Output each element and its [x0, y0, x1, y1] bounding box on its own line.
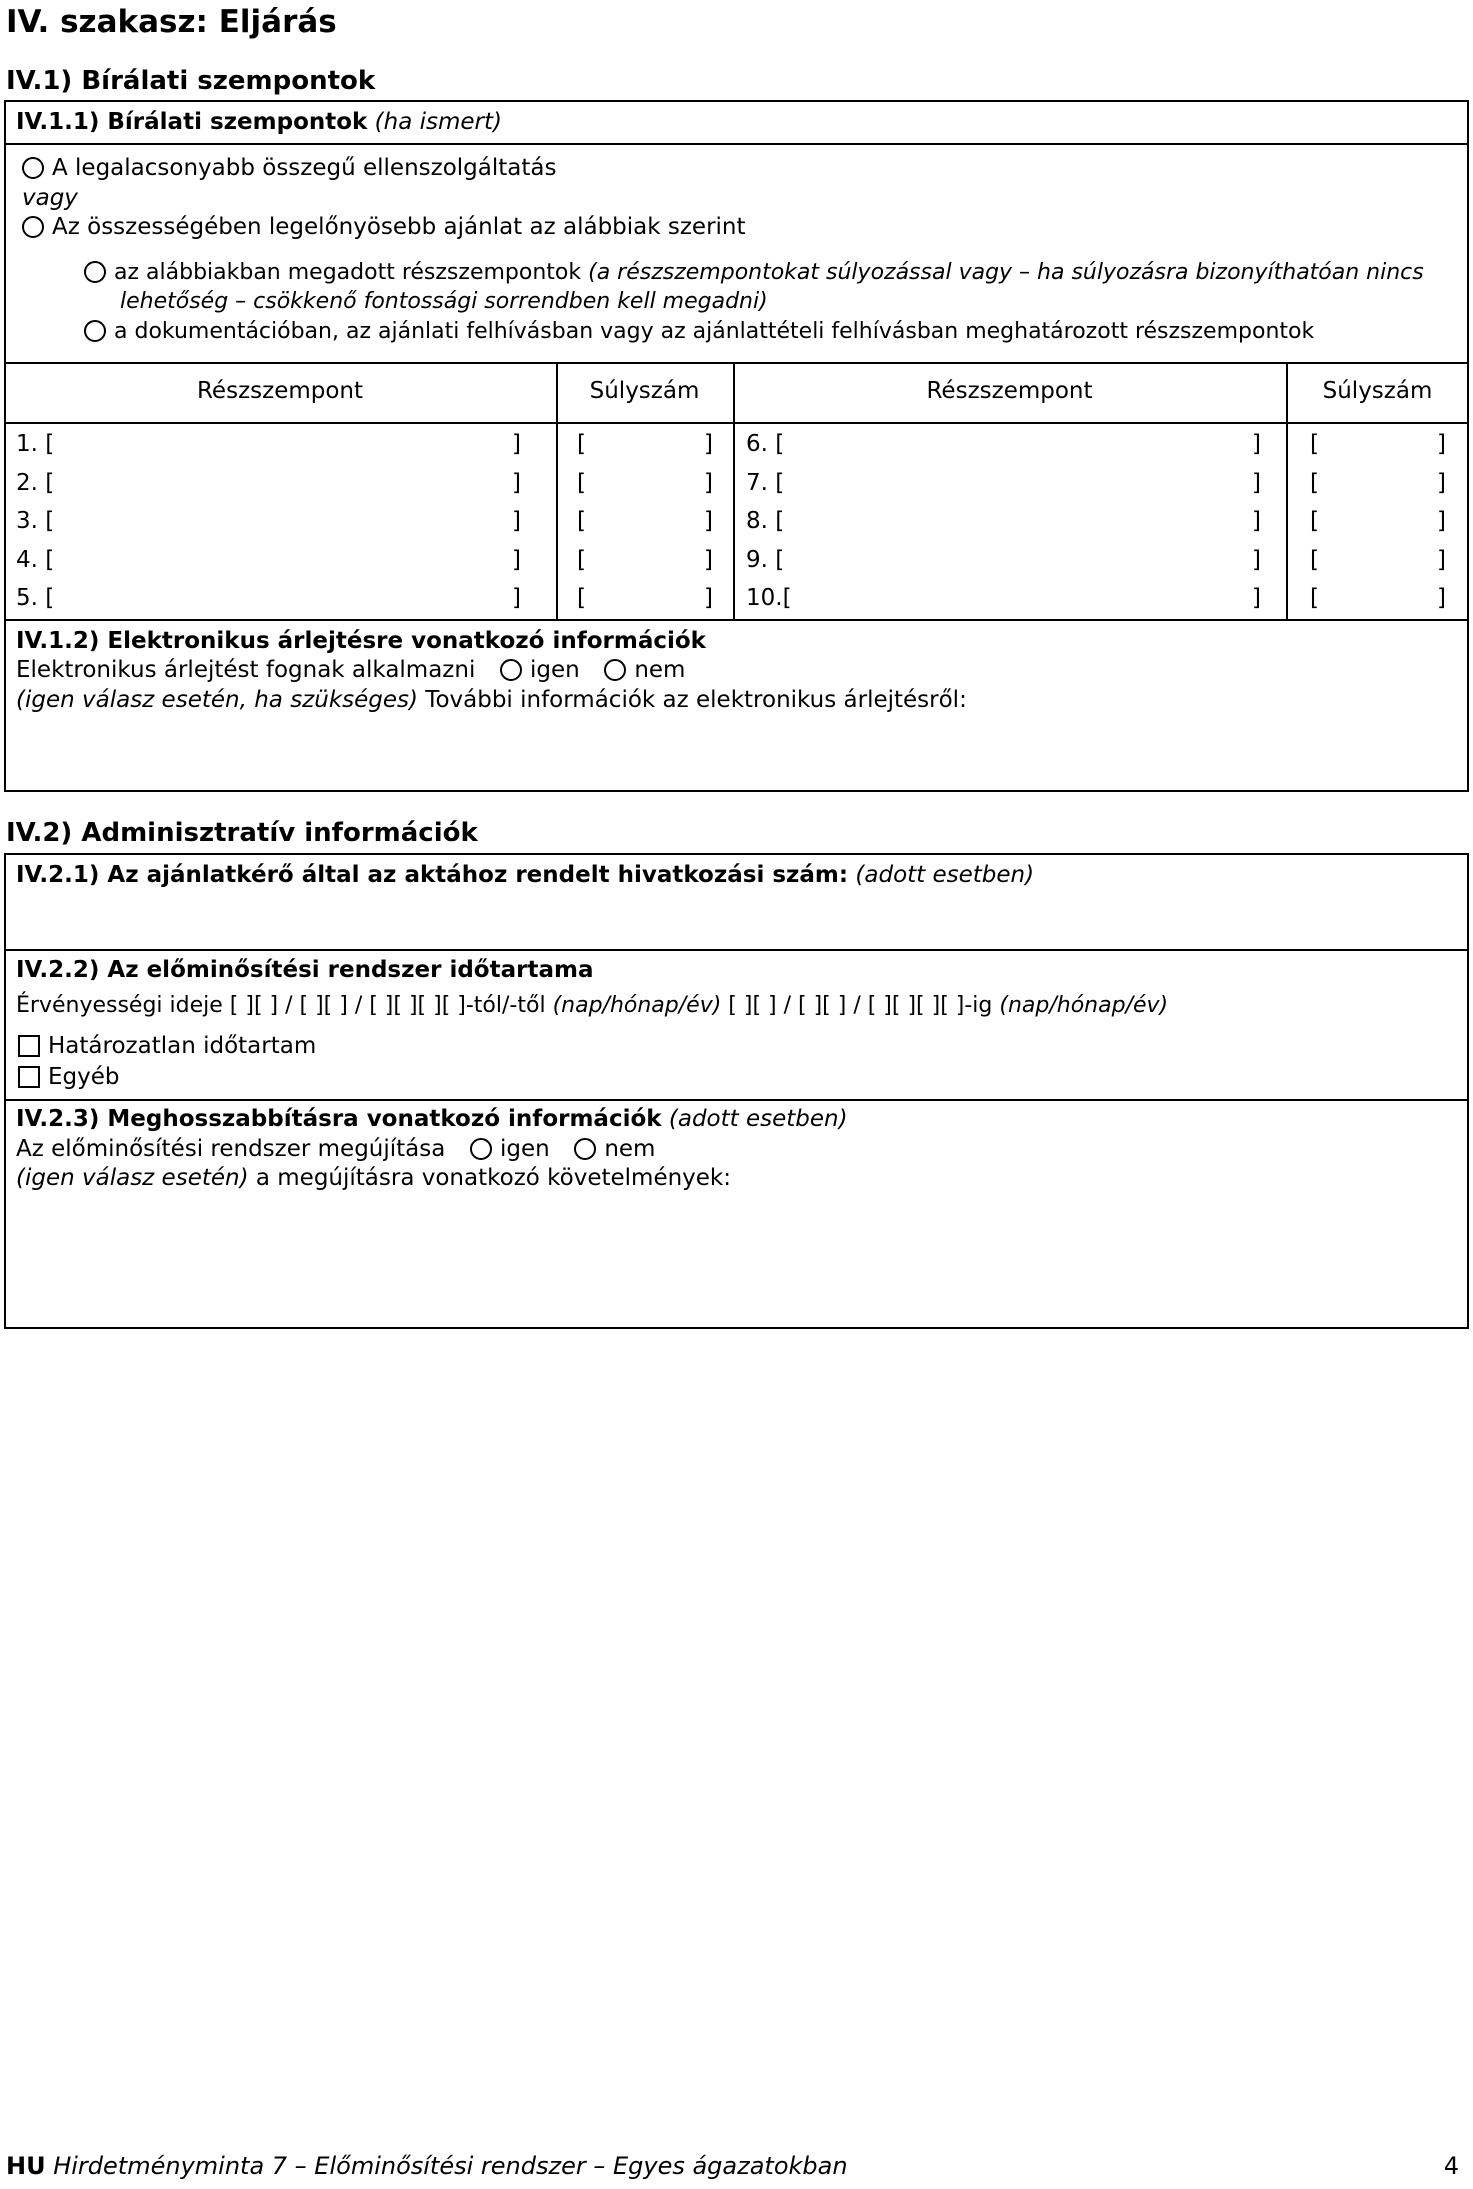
indefinite-option[interactable]	[18, 1032, 316, 1061]
checkbox-other[interactable]	[18, 1066, 40, 1088]
table-cell[interactable]: [	[1310, 546, 1319, 573]
table-cell[interactable]: [	[1310, 585, 1319, 611]
table-cell[interactable]: 3. [	[16, 508, 55, 534]
table-cell[interactable]: 5. [	[16, 585, 55, 611]
table-cell[interactable]: ]	[704, 585, 713, 611]
iv12-title: IV.1.2) Elektronikus árlejtésre vonatkozó információk	[16, 628, 706, 654]
validity-from[interactable]: [ ][ ] / [ ][ ] / [ ][ ][ ][ ]-tól/-től	[229, 993, 546, 1018]
validity-label: Érvényességi ideje	[16, 993, 223, 1018]
radio-eauction-no[interactable]	[604, 659, 626, 681]
iv23-note: (adott esetben)	[668, 1106, 848, 1132]
table-cell[interactable]: 10.[	[746, 585, 792, 611]
table-cell[interactable]: ]	[512, 546, 521, 573]
renewal-label: Az előminősítési rendszer megújítása	[16, 1136, 446, 1162]
iv23-title: IV.2.3) Meghosszabbításra vonatkozó információk	[16, 1106, 662, 1132]
checkbox-indefinite[interactable]	[18, 1035, 40, 1057]
table-cell[interactable]: [	[577, 431, 586, 457]
table-cell[interactable]: ]	[1252, 469, 1261, 496]
table-header-criterion-2: Részszempont	[926, 378, 1093, 404]
radio-sub-2[interactable]	[84, 320, 106, 342]
iv21-heading	[16, 861, 1034, 890]
sub-option-1-note-a: (a részszempontokat súlyozással vagy – ha súlyozásra bizonyíthatóan nincs	[588, 260, 1424, 285]
table-cell[interactable]: [	[577, 585, 586, 611]
sub-option-1-note-b: lehetőség – csökkenő fontossági sorrendben kell megadni)	[120, 289, 768, 314]
table-cell[interactable]: ]	[1252, 431, 1261, 457]
table-cell[interactable]: ]	[1437, 469, 1446, 496]
table-cell[interactable]: ]	[704, 431, 713, 457]
table-cell[interactable]: ]	[1252, 546, 1261, 573]
table-cell[interactable]: ]	[1437, 508, 1446, 534]
renewal-row	[16, 1135, 655, 1164]
table-header-criterion-1: Részszempont	[196, 378, 364, 404]
table-cell[interactable]: [	[1310, 508, 1319, 534]
sub-option-2[interactable]	[84, 317, 1314, 346]
iv12-more-row	[16, 686, 967, 715]
table-cell[interactable]: ]	[1437, 546, 1446, 573]
renewal-yes-label: igen	[499, 1136, 550, 1162]
validity-row	[16, 991, 1168, 1020]
footer-form-name: Hirdetményminta 7 – Előminősítési rendszer – Egyes ágazatokban	[53, 2152, 848, 2180]
table-header-weight-2: Súlyszám	[1322, 378, 1433, 404]
table-cell[interactable]: ]	[704, 508, 713, 534]
iv2-title: IV.2) Adminisztratív információk	[6, 818, 478, 848]
validity-to[interactable]: [ ][ ] / [ ][ ] / [ ][ ][ ][ ]-ig	[728, 993, 993, 1018]
iv21-note: (adott esetben)	[855, 862, 1035, 888]
iv12-question: Elektronikus árlejtést fognak alkalmazni	[16, 657, 476, 683]
table-cell[interactable]: [	[1310, 431, 1319, 457]
table-cell[interactable]: [	[577, 546, 586, 573]
table-cell[interactable]: [	[577, 508, 586, 534]
sub-option-1-label: az alábbiakban megadott részszempontok	[114, 260, 582, 285]
table-cell[interactable]: [	[1310, 469, 1319, 496]
table-cell[interactable]: ]	[1252, 508, 1261, 534]
table-cell[interactable]: ]	[512, 469, 521, 496]
iv1-title: IV.1) Bírálati szempontok	[6, 66, 376, 96]
divider	[4, 143, 1469, 145]
option-lowest[interactable]	[22, 154, 556, 183]
footer-page-number: 4	[1443, 2152, 1459, 2180]
table-cell[interactable]: [	[577, 469, 586, 496]
radio-renewal-no[interactable]	[574, 1138, 596, 1160]
table-header-weight-1: Súlyszám	[589, 378, 700, 404]
table-bottom-line	[4, 619, 1469, 621]
table-cell[interactable]: ]	[1437, 585, 1446, 611]
table-cell[interactable]: 7. [	[746, 469, 785, 496]
radio-sub-1[interactable]	[84, 261, 106, 283]
divider	[4, 949, 1469, 951]
iv11-title-note: (ha ismert)	[374, 109, 502, 135]
divider	[4, 1099, 1469, 1101]
iv11-title: IV.1.1) Bírálati szempontok	[16, 109, 368, 135]
radio-renewal-yes[interactable]	[470, 1138, 492, 1160]
other-label: Egyéb	[48, 1064, 120, 1090]
iv2-box	[4, 853, 1469, 1329]
footer	[6, 2151, 848, 2181]
date-format-from: (nap/hónap/év)	[552, 993, 722, 1018]
table-cell[interactable]: 6. [	[746, 431, 785, 457]
indefinite-label: Határozatlan időtartam	[48, 1033, 317, 1059]
other-option[interactable]	[18, 1063, 120, 1092]
iv12-question-row	[16, 656, 685, 685]
table-cell[interactable]: ]	[1437, 431, 1446, 457]
table-header-line	[4, 422, 1469, 424]
table-cell[interactable]: 1. [	[16, 431, 55, 457]
iv22-title: IV.2.2) Az előminősítési rendszer időtartama	[16, 957, 594, 983]
table-top-line	[4, 362, 1469, 364]
option-best[interactable]	[22, 213, 746, 242]
eauction-yes-label: igen	[529, 657, 580, 683]
iv23-heading	[16, 1105, 848, 1134]
iv21-title: IV.2.1) Az ajánlatkérő által az aktához rendelt hivatkozási szám:	[16, 862, 849, 888]
date-format-to: (nap/hónap/év)	[999, 993, 1169, 1018]
option-lowest-label: A legalacsonyabb összegű ellenszolgáltatás	[52, 155, 557, 181]
eauction-no-label: nem	[634, 657, 686, 683]
radio-best[interactable]	[22, 216, 44, 238]
renewal-no-label: nem	[604, 1136, 656, 1162]
table-cell[interactable]: 9. [	[746, 546, 785, 573]
iv12-note: (igen válasz esetén, ha szükséges)	[16, 687, 418, 713]
footer-lang: HU	[6, 2152, 46, 2180]
iv11-heading	[16, 108, 502, 137]
renewal-note: (igen válasz esetén)	[16, 1165, 249, 1191]
table-cell[interactable]: 2. [	[16, 469, 55, 496]
table-cell[interactable]: ]	[512, 508, 521, 534]
table-cell[interactable]: ]	[1252, 585, 1261, 611]
section-title: IV. szakasz: Eljárás	[6, 4, 337, 40]
or-word: vagy	[22, 185, 78, 211]
radio-eauction-yes[interactable]	[500, 659, 522, 681]
table-cell[interactable]: ]	[512, 585, 521, 611]
table-cell[interactable]: 8. [	[746, 508, 785, 534]
sub-option-2-label: a dokumentációban, az ajánlati felhívásban vagy az ajánlattételi felhívásban meghatározott részszempontok	[114, 319, 1315, 344]
iv12-more: További információk az elektronikus árlejtésről:	[425, 687, 967, 713]
sub-option-1[interactable]	[84, 258, 1424, 287]
table-cell[interactable]: ]	[704, 469, 713, 496]
renewal-req: a megújításra vonatkozó követelmények:	[255, 1165, 732, 1191]
table-cell[interactable]: 4. [	[16, 546, 55, 573]
table-cell[interactable]: ]	[704, 546, 713, 573]
radio-lowest[interactable]	[22, 157, 44, 179]
renewal-req-row	[16, 1164, 731, 1193]
table-cell[interactable]: ]	[512, 431, 521, 457]
option-best-label: Az összességében legelőnyösebb ajánlat az alábbiak szerint	[52, 214, 746, 240]
